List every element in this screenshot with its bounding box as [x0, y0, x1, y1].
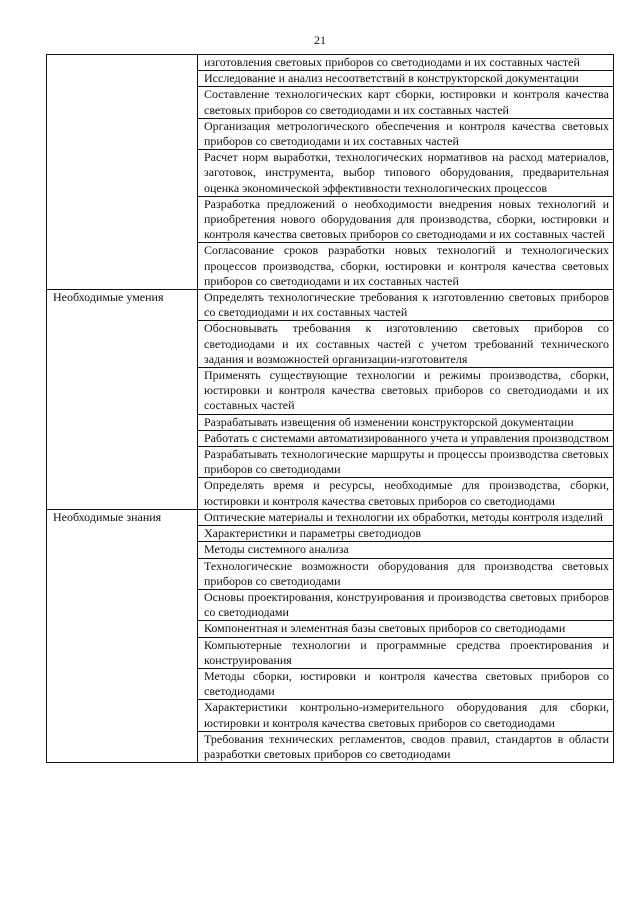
table-row — [47, 509, 614, 525]
row-text-cell: Характеристики контрольно-измерительного оборудования для сборки, юстировки и контроля качества световых приборов со светодиодами — [198, 700, 614, 731]
row-text-cell: изготовления световых приборов со светодиодами и их составных частей — [198, 55, 614, 71]
requirements-table — [46, 54, 614, 763]
row-text-cell: Оптические материалы и технологии их обработки, методы контроля изделий — [198, 509, 614, 525]
row-text-cell: Организация метрологического обеспечения и контроля качества световых приборов со светодиодами и их составных частей — [198, 118, 614, 149]
row-text-cell: Определять технологические требования к изготовлению световых приборов со светодиодами и их составных частей — [198, 290, 614, 321]
row-text-cell: Требования технических регламентов, сводов правил, стандартов в области разработки световых приборов со светодиодами — [198, 731, 614, 762]
row-text-cell: Определять время и ресурсы, необходимые для производства, сборки, юстировки и контроля качества световых приборов со светодиодами — [198, 478, 614, 509]
row-text-cell: Характеристики и параметры светодиодов — [198, 526, 614, 542]
row-text-cell: Разрабатывать технологические маршруты и процессы производства световых приборов со светодиодами — [198, 447, 614, 478]
row-text-cell: Компонентная и элементная базы световых приборов со светодиодами — [198, 621, 614, 637]
row-text-cell: Согласование сроков разработки новых технологий и технологических процессов производства, сборки, юстировки и контроля качества световых приборов со светодиодами и их составных частей — [198, 243, 614, 290]
requirements-table-body — [47, 55, 614, 763]
row-label-cell — [47, 55, 198, 290]
row-text-cell: Основы проектирования, конструирования и производства световых приборов со светодиодами — [198, 589, 614, 620]
table-row — [47, 290, 614, 321]
row-text-cell: Методы сборки, юстировки и контроля качества световых приборов со светодиодами — [198, 668, 614, 699]
row-text-cell: Применять существующие технологии и режимы производства, сборки, юстировки и контроля качества световых приборов со светодиодами и их составных частей — [198, 368, 614, 415]
section-label-knowledge: Необходимые знания — [47, 509, 198, 762]
row-text-cell: Исследование и анализ несоответствий в конструкторской документации — [198, 71, 614, 87]
row-text-cell: Составление технологических карт сборки, юстировки и контроля качества световых приборов со светодиодами и их составных частей — [198, 87, 614, 118]
row-text-cell: Разработка предложений о необходимости внедрения новых технологий и приобретения нового оборудования для производства, сборки, юстировки и контроля качества световых приборов со светодиодами и их составных частей — [198, 196, 614, 243]
page-number: 21 — [314, 33, 326, 47]
row-text-cell: Разрабатывать извещения об изменении конструкторской документации — [198, 414, 614, 430]
table-row — [47, 55, 614, 71]
row-text-cell: Компьютерные технологии и программные средства проектирования и конструирования — [198, 637, 614, 668]
row-text-cell: Методы системного анализа — [198, 542, 614, 558]
row-text-cell: Расчет норм выработки, технологических нормативов на расход материалов, заготовок, инструмента, выбор типового оборудования, предварительная оценка экономической эффективности технологических процессов — [198, 150, 614, 197]
row-text-cell: Технологические возможности оборудования для производства световых приборов со светодиодами — [198, 558, 614, 589]
row-text-cell: Обосновывать требования к изготовлению световых приборов со светодиодами и их составных частей с учетом требований технического задания и возможностей организации-изготовителя — [198, 321, 614, 368]
row-text-cell: Работать с системами автоматизированного учета и управления производством — [198, 430, 614, 446]
section-label-skills: Необходимые умения — [47, 290, 198, 510]
